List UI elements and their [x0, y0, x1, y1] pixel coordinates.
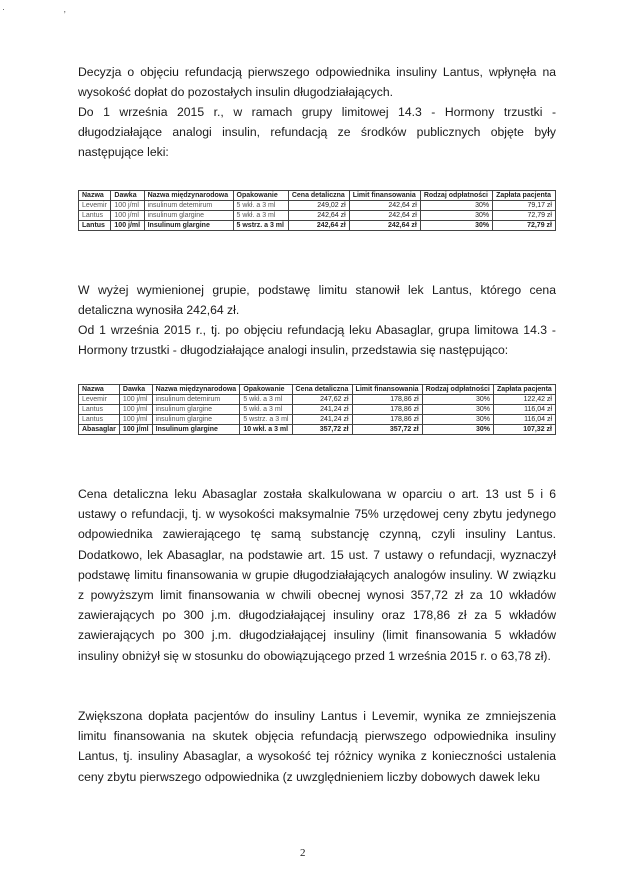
table-cell: 357,72 zł: [292, 425, 352, 435]
table-cell: 116,04 zł: [493, 415, 555, 425]
column-header: Limit finansowania: [349, 191, 420, 201]
paragraph-limit-base: W wyżej wymienionej grupie, podstawę limitu stanowił lek Lantus, którego cena detaliczna wynosiła 242,64 zł.: [78, 283, 556, 318]
table-row: [79, 201, 556, 211]
table-cell: 178,86 zł: [352, 415, 422, 425]
column-header: Rodzaj odpłatności: [420, 191, 492, 201]
column-header: Limit finansowania: [352, 385, 422, 395]
table-cell: 100 j/ml: [119, 415, 152, 425]
table-cell: 178,86 zł: [352, 395, 422, 405]
column-header: Opakowanie: [233, 191, 288, 201]
paragraph-after-sept: Od 1 września 2015 r., tj. po objęciu refundacją leku Abasaglar, grupa limitowa 14.3 - Hormony trzustki - długodziałające analogi insulin, przedstawia się następująco:: [78, 323, 556, 358]
table-cell: 100 j/ml: [111, 201, 144, 211]
table-cell: 30%: [422, 425, 493, 435]
table-cell: 357,72 zł: [352, 425, 422, 435]
column-header: Nazwa: [79, 385, 120, 395]
table-cell: 100 j/ml: [119, 425, 152, 435]
paragraph-before-sept: Do 1 września 2015 r., w ramach grupy limitowej 14.3 - Hormony trzustki - długodziałające analogi insulin, refundacją ze środków publicznych objęte były następujące leki:: [78, 105, 556, 160]
table-cell: Abasaglar: [79, 425, 120, 435]
table-cell: insulinum detemirum: [144, 201, 233, 211]
table-cell: insulinum glargine: [152, 415, 240, 425]
table-cell: 5 wkł. a 3 ml: [233, 201, 288, 211]
table-cell: Lantus: [79, 211, 111, 221]
table-cell: Insulinum glargine: [144, 221, 233, 231]
column-header: Zapłata pacjenta: [493, 191, 556, 201]
table-cell: 100 j/ml: [119, 405, 152, 415]
column-header: Dawka: [111, 191, 144, 201]
table-cell: 5 wstrz. a 3 ml: [240, 415, 292, 425]
table-cell: 242,64 zł: [288, 221, 349, 231]
column-header: Nazwa międzynarodowa: [152, 385, 240, 395]
table-cell: insulinum glargine: [152, 405, 240, 415]
table-cell: 242,64 zł: [288, 211, 349, 221]
column-header: Cena detaliczna: [292, 385, 352, 395]
table-cell: Levemir: [79, 395, 120, 405]
table-cell: Lantus: [79, 405, 120, 415]
table-cell: 242,64 zł: [349, 211, 420, 221]
table-cell: 5 wstrz. a 3 ml: [233, 221, 288, 231]
table-cell: 249,02 zł: [288, 201, 349, 211]
table-cell: 178,86 zł: [352, 405, 422, 415]
table-cell: 100 j/ml: [119, 395, 152, 405]
column-header: Rodzaj odpłatności: [422, 385, 493, 395]
table-cell: 30%: [422, 415, 493, 425]
table-cell: 241,24 zł: [292, 405, 352, 415]
table-cell: 30%: [420, 201, 492, 211]
table-after-sept: [78, 384, 556, 435]
table-cell: 30%: [420, 221, 492, 231]
table-row: [79, 211, 556, 221]
table-cell: 10 wkł. a 3 ml: [240, 425, 292, 435]
table-header-row: [79, 191, 556, 201]
table-cell: Levemir: [79, 201, 111, 211]
table-cell: insulinum glargine: [144, 211, 233, 221]
table-cell: 242,64 zł: [349, 221, 420, 231]
table-cell: 107,32 zł: [493, 425, 555, 435]
column-header: Zapłata pacjenta: [493, 385, 555, 395]
table-cell: 79,17 zł: [493, 201, 556, 211]
table-row: [79, 395, 556, 405]
table-cell: 100 j/ml: [111, 221, 144, 231]
table-cell: Lantus: [79, 415, 120, 425]
table-cell: 5 wkł. a 3 ml: [240, 395, 292, 405]
table-cell: 247,62 zł: [292, 395, 352, 405]
table-row: [79, 405, 556, 415]
scan-corner-marks: · ,: [2, 4, 94, 14]
table-cell: 5 wkł. a 3 ml: [233, 211, 288, 221]
table-cell: 116,04 zł: [493, 405, 555, 415]
page-number: 2: [300, 847, 306, 859]
column-header: Nazwa międzynarodowa: [144, 191, 233, 201]
table-row: [79, 425, 556, 435]
table-cell: 30%: [420, 211, 492, 221]
paragraph-decision: Decyzja o objęciu refundacją pierwszego odpowiednika insuliny Lantus, wpłynęła na wysokość dopłat do pozostałych insulin długodziałających.: [78, 65, 556, 100]
table-before-sept: [78, 190, 556, 231]
column-header: Opakowanie: [240, 385, 292, 395]
table-cell: 122,42 zł: [493, 395, 555, 405]
table-cell: Lantus: [79, 221, 111, 231]
paragraph-abasaglar-price: Cena detaliczna leku Abasaglar została skalkulowana w oparciu o art. 13 ust 5 i 6 ustawy o refundacji, tj. w wysokości maksymalnie 75% urzędowej ceny zbytu jedynego odpowiednika zawierającego tę samą substancję czynną, czyli insuliny Lantus. Dodatkowo, lek Abasaglar, na podstawie art. 15 ust. 7 ustawy o refundacji, wyznaczył podstawę limitu finansowania w grupie długodziałających analogów insuliny. W związku z powyższym limit finansowania w chwili obecnej wynosi 357,72 zł za 10 wkładów zawierających po 300 j.m. długodziałającej insuliny oraz 178,86 zł za 5 wkładów zawierających po 300 j.m. długodziałającej insuliny (limit finansowania 5 wkładów insuliny obniżył się w stosunku do obowiązującego przed 1 września 2015 r. o 63,78 zł).: [78, 487, 556, 663]
table-row: [79, 221, 556, 231]
table-cell: 72,79 zł: [493, 221, 556, 231]
table-cell: 72,79 zł: [493, 211, 556, 221]
table-cell: 241,24 zł: [292, 415, 352, 425]
table-cell: Insulinum glargine: [152, 425, 240, 435]
table-cell: 242,64 zł: [349, 201, 420, 211]
table-row: [79, 415, 556, 425]
column-header: Nazwa: [79, 191, 111, 201]
table-cell: 30%: [422, 405, 493, 415]
table-cell: insulinum detemirum: [152, 395, 240, 405]
table-cell: 30%: [422, 395, 493, 405]
paragraph-increased-copay: Zwiększona dopłata pacjentów do insuliny Lantus i Levemir, wynika ze zmniejszenia limitu finansowania na skutek objęcia refundacją pierwszego odpowiednika insuliny Lantus, tj. insuliny Abasaglar, a wysokość tej różnicy wynika z konieczności ustalenia ceny zbytu pierwszego odpowiednika (z uwzględnieniem liczby dobowych dawek leku: [78, 709, 556, 784]
column-header: Cena detaliczna: [288, 191, 349, 201]
table-cell: 5 wkł. a 3 ml: [240, 405, 292, 415]
column-header: Dawka: [119, 385, 152, 395]
table-header-row: [79, 385, 556, 395]
table-cell: 100 j/ml: [111, 211, 144, 221]
